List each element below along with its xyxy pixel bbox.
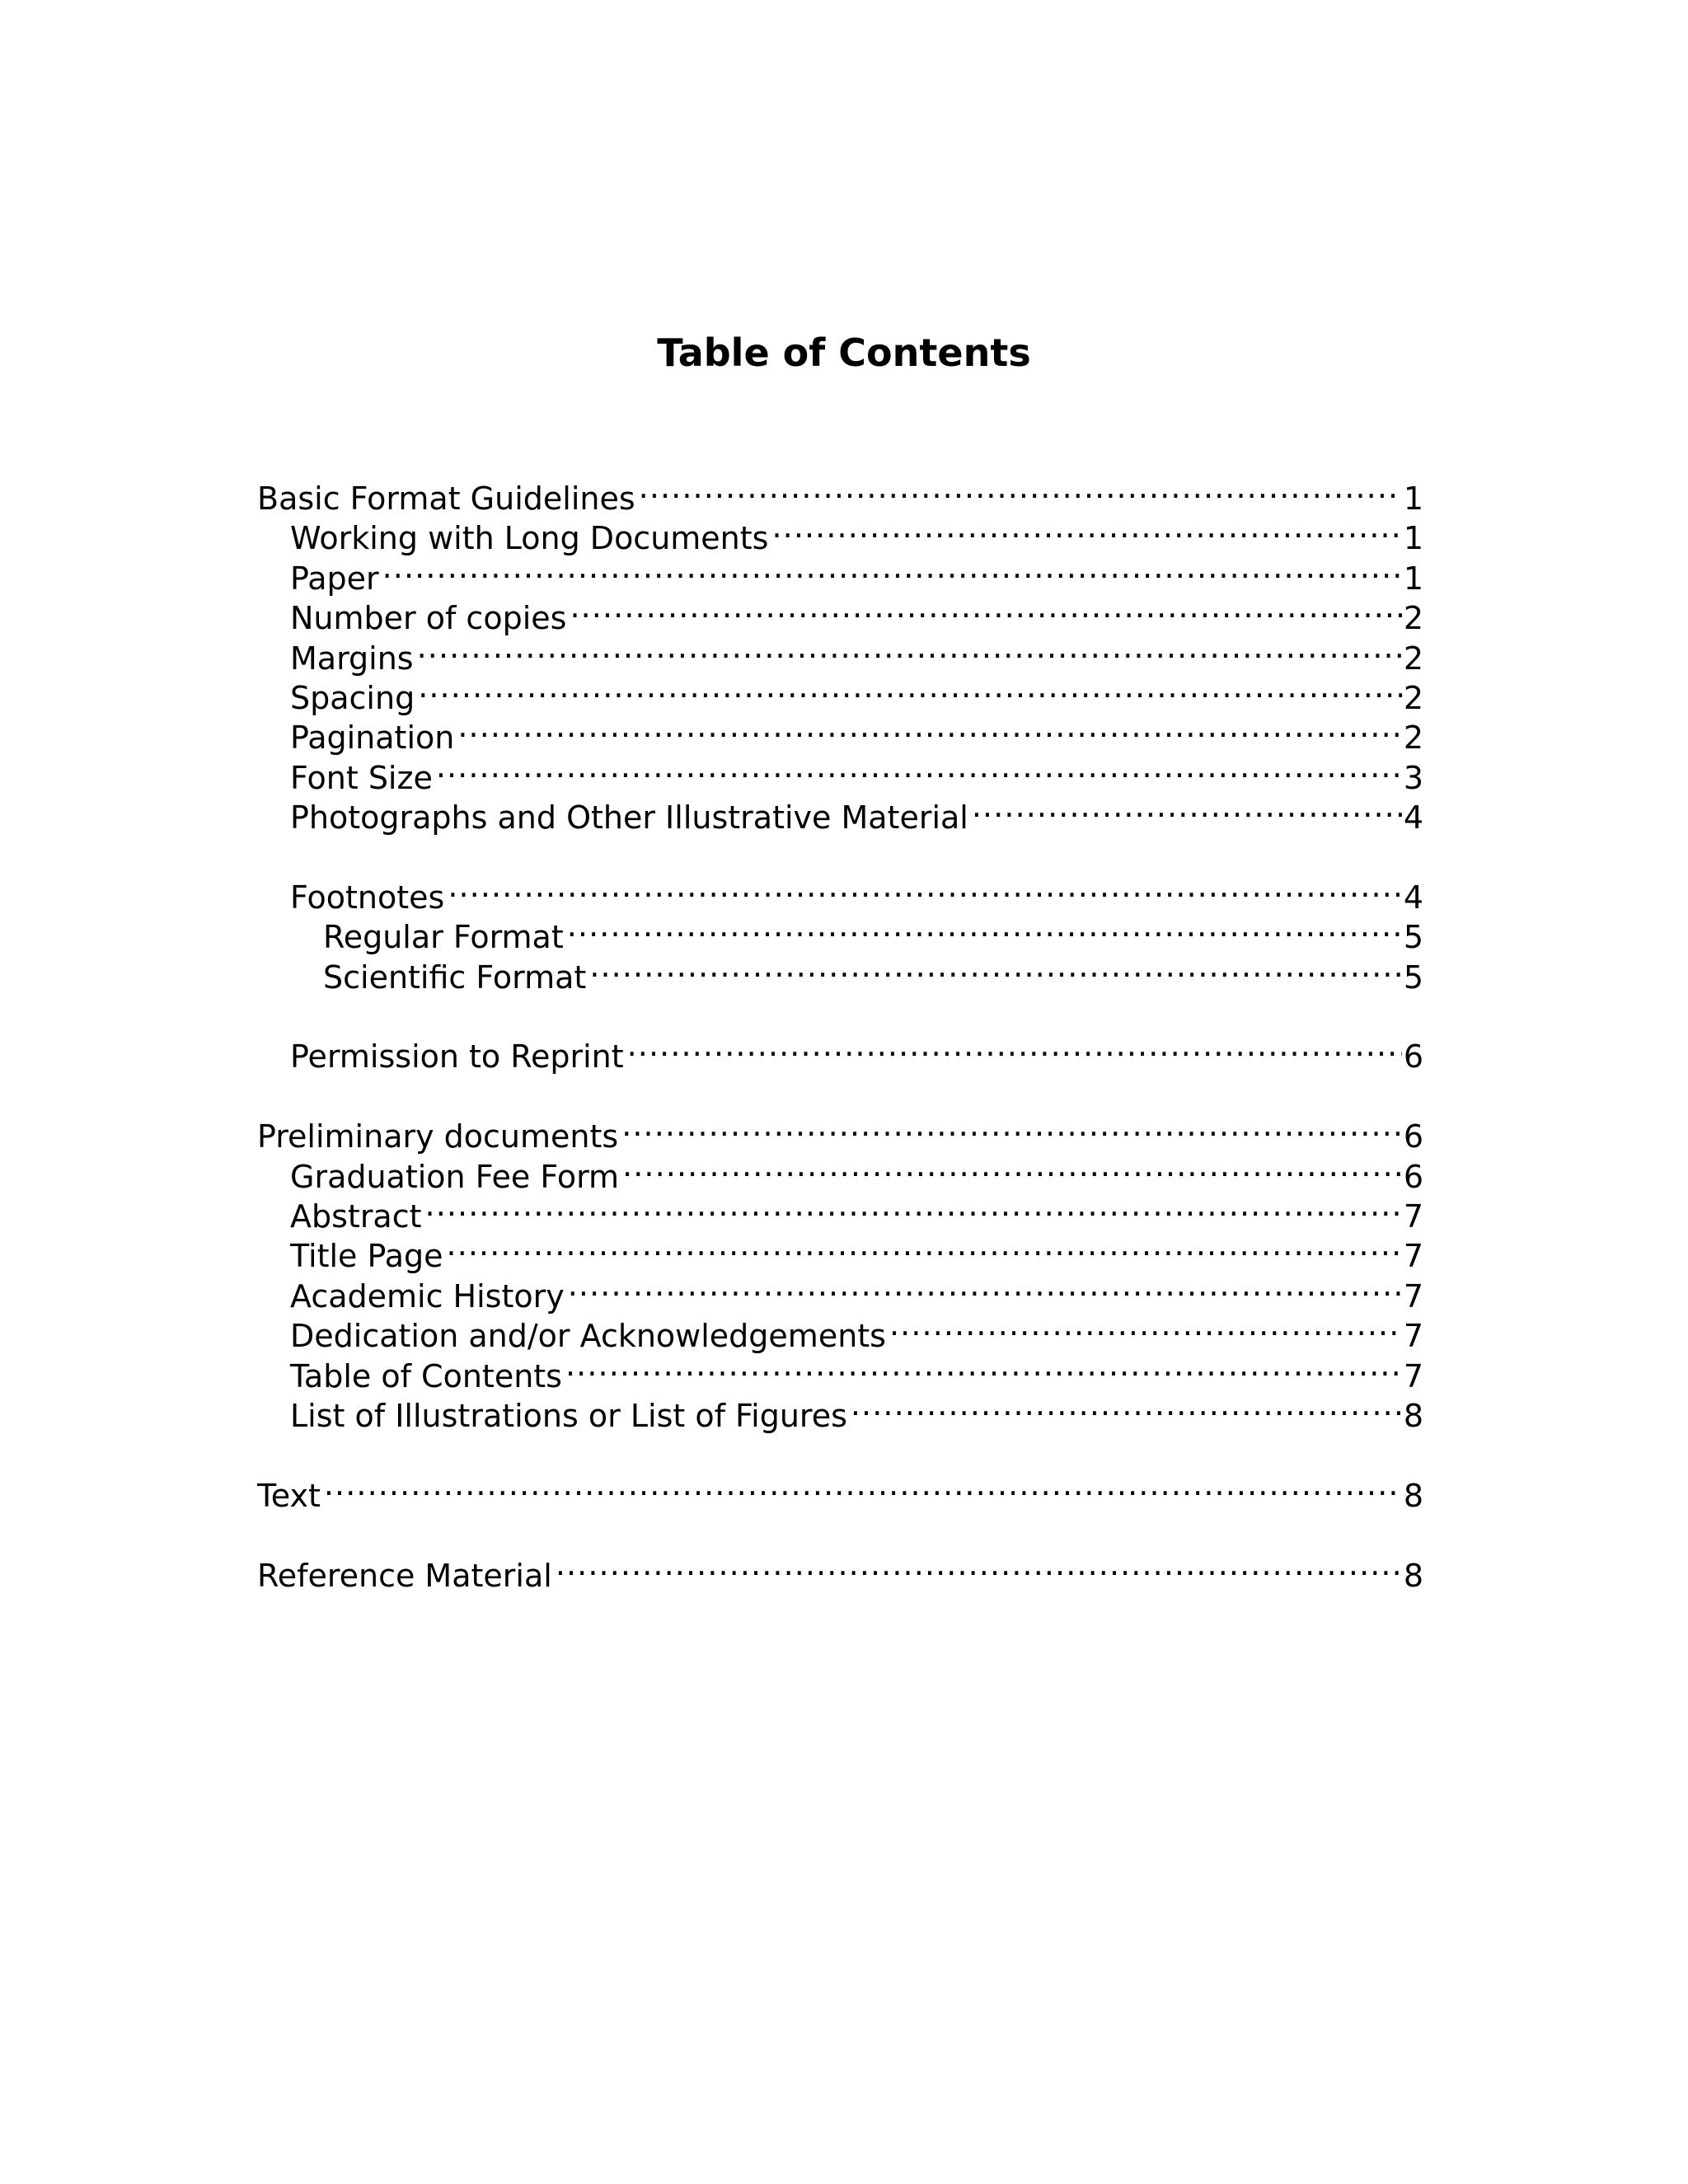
toc-entry-page-number: 3 [1403,759,1423,796]
toc-dot-leader [568,1268,1402,1307]
toc-dot-leader [622,1148,1402,1188]
toc-entry-page-number: 8 [1403,1397,1423,1434]
table-of-contents [257,470,1423,1594]
toc-entry-page-number: 2 [1403,600,1423,637]
toc-entry-page-number: 7 [1403,1357,1423,1394]
toc-dot-leader [324,1467,1402,1507]
toc-entry [257,1227,1423,1275]
toc-entry-label: Preliminary documents [257,1118,619,1155]
toc-entry-label: Basic Format Guidelines [257,480,635,517]
toc-entry-page-number: 5 [1403,919,1423,956]
toc-entry-label: Permission to Reprint [290,1038,624,1076]
toc-entry-label: Footnotes [290,879,445,916]
toc-entry-label: Scientific Format [323,958,587,996]
toc-entry-label: Number of copies [290,600,567,637]
toc-entry-label: List of Illustrations or List of Figures [290,1397,847,1434]
toc-entry-page-number: 1 [1403,560,1423,597]
toc-entry [257,1547,1423,1594]
toc-dot-leader [771,509,1401,549]
toc-dot-leader [436,749,1402,789]
toc-entry-label: Margins [290,640,414,677]
toc-dot-leader [851,1387,1402,1427]
toc-entry-page-number: 7 [1403,1198,1423,1235]
toc-entry [257,1108,1423,1155]
page-title: Table of Contents [657,330,1031,375]
toc-entry-page-number: 8 [1403,1477,1423,1514]
toc-dot-leader [570,589,1401,629]
toc-entry-label: Spacing [290,679,415,716]
toc-dot-leader [639,470,1402,509]
toc-entry-label: Table of Contents [290,1357,562,1394]
toc-entry-label: Reference Material [257,1557,552,1594]
toc-dot-leader [417,630,1402,669]
toc-entry-label: Dedication and/or Acknowledgements [290,1318,886,1355]
toc-entry-label: Academic History [290,1277,565,1315]
toc-dot-leader [567,908,1402,948]
toc-dot-leader [589,949,1402,988]
toc-dot-leader [418,669,1402,709]
toc-entry [257,669,1423,716]
toc-entry-page-number: 4 [1403,799,1423,837]
toc-entry-page-number: 6 [1403,1038,1423,1076]
toc-entry-page-number: 6 [1403,1158,1423,1195]
toc-entry [257,709,1423,757]
toc-dot-leader [425,1188,1402,1227]
toc-entry-label: Font Size [290,759,433,796]
toc-dot-leader [889,1307,1402,1347]
toc-entry-page-number: 7 [1403,1238,1423,1275]
toc-entry-label: Photographs and Other Illustrative Material [290,799,968,837]
toc-entry-label: Paper [290,560,379,597]
toc-entry [257,1188,1423,1235]
toc-dot-leader [382,550,1402,589]
toc-dot-leader [556,1547,1402,1586]
toc-entry-label: Graduation Fee Form [290,1158,620,1195]
toc-entry-label: Abstract [290,1198,422,1235]
toc-entry-page-number: 1 [1403,520,1423,557]
toc-entry-page-number: 2 [1403,719,1423,757]
toc-entry [257,630,1423,677]
toc-entry-page-number: 7 [1403,1318,1423,1355]
toc-entry-label: Text [257,1477,321,1514]
toc-entry-page-number: 2 [1403,640,1423,677]
toc-entry [257,1467,1423,1514]
toc-entry-page-number: 7 [1403,1277,1423,1315]
toc-entry [257,1028,1423,1076]
toc-entry-label: Regular Format [323,919,564,956]
toc-entry [257,589,1423,637]
toc-entry [257,470,1423,517]
toc-entry-page-number: 6 [1403,1118,1423,1155]
toc-dot-leader [448,869,1402,908]
toc-dot-leader [457,709,1401,748]
toc-dot-leader [447,1227,1402,1267]
toc-dot-leader [627,1028,1402,1067]
toc-entry [257,550,1423,597]
toc-entry [257,869,1423,916]
toc-entry-label: Working with Long Documents [290,520,769,557]
toc-dot-leader [565,1347,1402,1387]
toc-entry-page-number: 2 [1403,679,1423,716]
toc-entry-label: Title Page [290,1238,443,1275]
toc-dot-leader [972,789,1402,828]
toc-dot-leader [621,1108,1402,1147]
toc-entry-page-number: 8 [1403,1557,1423,1594]
toc-entry-page-number: 4 [1403,879,1423,916]
toc-entry-page-number: 1 [1403,480,1423,517]
toc-entry-label: Pagination [290,719,455,757]
toc-entry-page-number: 5 [1403,958,1423,996]
